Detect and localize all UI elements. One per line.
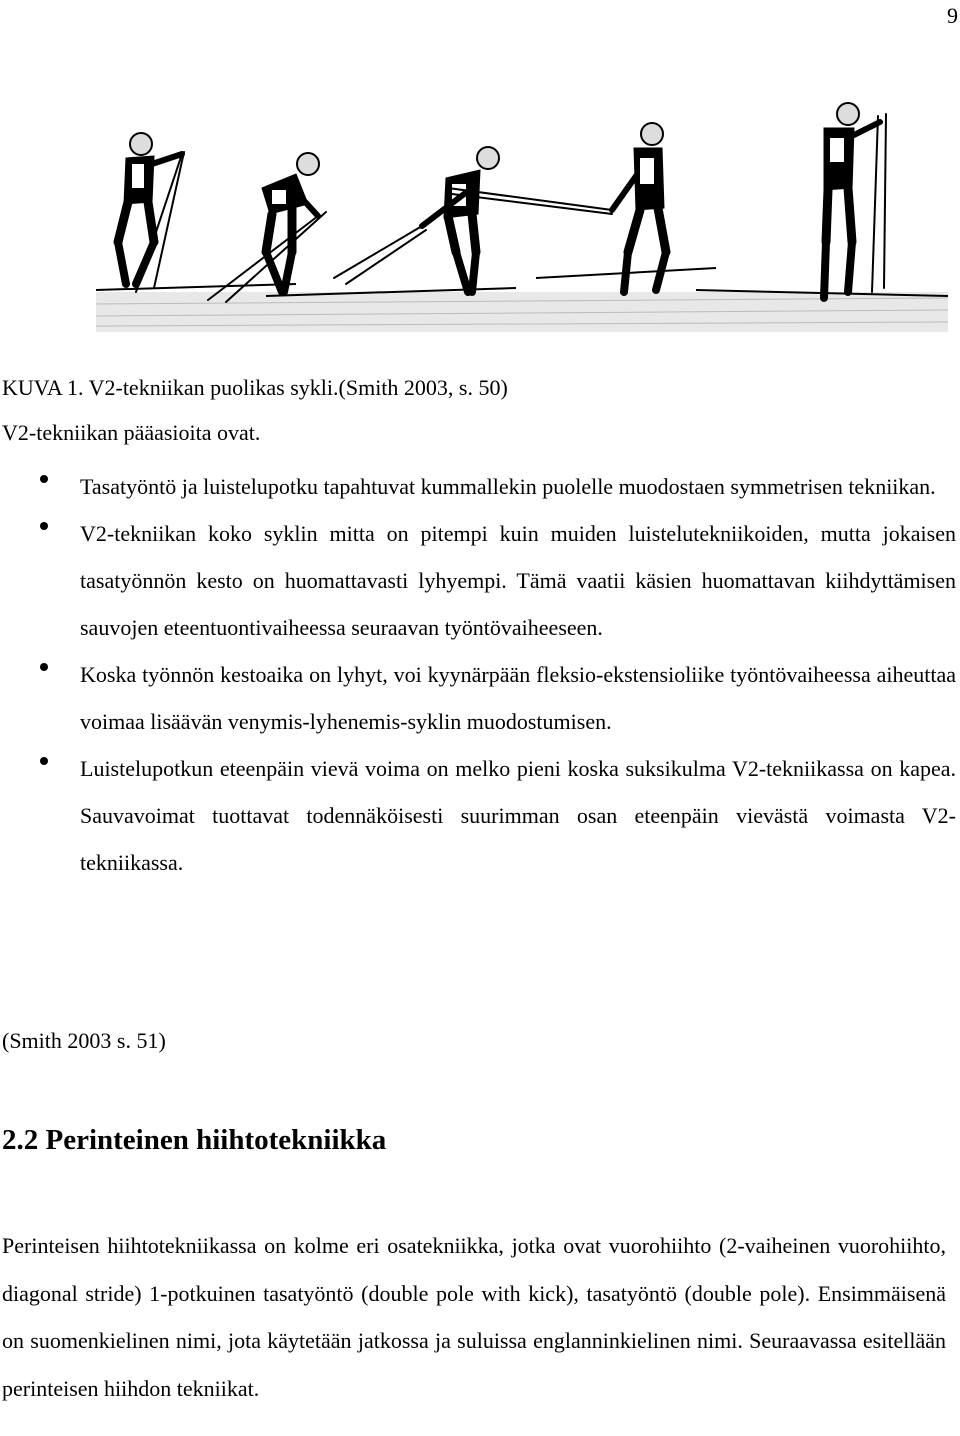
bullet-item	[0, 510, 956, 651]
bullet-item	[0, 651, 956, 745]
bullet-icon	[40, 663, 48, 671]
page-number: 9	[947, 3, 958, 28]
skier-figure-3	[334, 147, 499, 292]
intro-line: V2-tekniikan pääasioita ovat.	[2, 420, 261, 445]
bullet-text: Tasatyöntö ja luistelupotku tapahtuvat kummallekin puolelle muodostaen symmetrisen tekniikan.	[80, 474, 936, 499]
bullet-icon	[40, 475, 48, 483]
source-citation: (Smith 2003 s. 51)	[2, 1028, 166, 1053]
skier-sequence-figure	[96, 92, 948, 332]
bullet-item	[0, 463, 956, 510]
skier-figure-4	[448, 123, 666, 292]
bullet-icon	[40, 757, 48, 765]
ski-tracks	[96, 268, 948, 296]
skier-sequence-illustration	[96, 92, 948, 332]
bullet-text: Luistelupotkun eteenpäin vievä voima on melko pieni koska suksikulma V2-tekniikassa on kapea. Sauvavoimat tuottavat todennäköisesti suurimman osan eteenpäin vievästä voimasta V2-tekniikassa.	[80, 756, 956, 875]
bullet-text: Koska työnnön kestoaika on lyhyt, voi kyynärpään fleksio-ekstensioliike työntövaiheessa aiheuttaa voimaa lisäävän venymis-lyhenemis-syklin muodostumisen.	[80, 662, 956, 734]
bullet-text: V2-tekniikan koko syklin mitta on pitempi kuin muiden luistelutekniikoiden, mutta jokaisen tasatyönnön kesto on huomattavasti lyhyempi. Tämä vaatii käsien huomattavan kiihdyttämisen sauvojen eteentuontivaiheessa seuraavan työntövaiheeseen.	[80, 521, 956, 640]
skier-figure-5	[824, 103, 886, 298]
bullet-icon	[40, 522, 48, 530]
body-paragraph: Perinteisen hiihtotekniikassa on kolme eri osatekniikka, jotka ovat vuorohiihto (2-vaiheinen vuorohiihto, diagonal stride) 1-potkuinen tasatyöntö (double pole with kick), tasatyöntö (double pole). Ensimmäisenä on suomenkielinen nimi, jota käytetään jatkossa ja suluissa englanninkielinen nimi. Seuraavassa esitellään perinteisen hiihdon tekniikat.	[2, 1233, 946, 1401]
skier-figure-2	[208, 153, 326, 302]
bullet-item	[0, 745, 956, 886]
section-heading: 2.2 Perinteinen hiihtotekniikka	[2, 1124, 387, 1156]
skier-figure-1	[118, 133, 184, 292]
figure-caption: KUVA 1. V2-tekniikan puolikas sykli.(Smith 2003, s. 50)	[2, 375, 508, 400]
bullet-list	[0, 463, 960, 886]
